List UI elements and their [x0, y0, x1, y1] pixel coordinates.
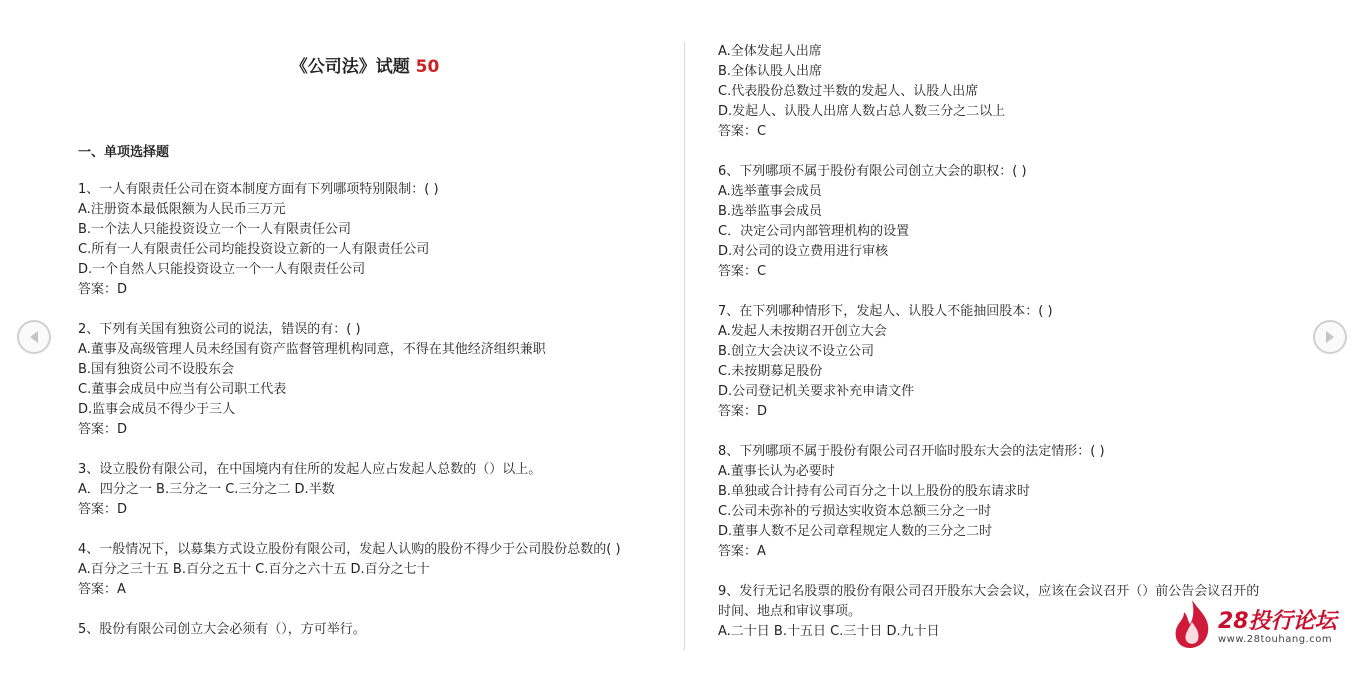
section-heading: 一、单项选择题	[78, 145, 170, 160]
option-text: C.董事会成员中应当有公司职工代表	[78, 382, 287, 397]
document-title	[240, 52, 490, 77]
answer-text: 答案：C	[718, 124, 767, 139]
question-text: 1、一人有限责任公司在资本制度方面有下列哪项特别限制：( )	[78, 182, 439, 197]
option-text: A.全体发起人出席	[718, 44, 822, 59]
question-block	[718, 442, 1308, 562]
answer-text: 答案：D	[78, 282, 128, 297]
option-text: C．决定公司内部管理机构的设置	[718, 224, 910, 239]
right-column	[718, 42, 1308, 662]
question-block	[718, 302, 1308, 422]
option-text: D.发起人、认股人出席人数占总人数三分之二以上	[718, 104, 1006, 119]
option-text: B.创立大会决议不设立公司	[718, 344, 875, 359]
left-column	[78, 180, 668, 660]
option-text: A.百分之三十五 B.百分之五十 C.百分之六十五 D.百分之七十	[78, 562, 430, 577]
option-text: A.选举董事会成员	[718, 184, 822, 199]
option-text: B.国有独资公司不设股东会	[78, 362, 235, 377]
option-text: A.董事及高级管理人员未经国有资产监督管理机构同意，不得在其他经济组织兼职	[78, 342, 546, 357]
flame-logo-icon	[1170, 598, 1214, 650]
question-block	[78, 180, 668, 300]
option-text: A.二十日 B.十五日 C.三十日 D.九十日	[718, 624, 940, 639]
next-page-button[interactable]	[1313, 320, 1347, 354]
chevron-right-icon	[1323, 329, 1337, 345]
question-text: 3、设立股份有限公司，在中国境内有住所的发起人应占发起人总数的（）以上。	[78, 462, 542, 477]
option-text: B.单独或合计持有公司百分之十以上股份的股东请求时	[718, 484, 1031, 499]
option-text: C.未按期募足股份	[718, 364, 823, 379]
question-text: 2、下列有关国有独资公司的说法，错误的有：( )	[78, 322, 361, 337]
answer-text: 答案：D	[718, 404, 768, 419]
question-block	[78, 460, 668, 520]
option-text: A．四分之一 B.三分之一 C.三分之二 D.半数	[78, 482, 335, 497]
question-text: 7、在下列哪种情形下，发起人、认股人不能抽回股本：( )	[718, 304, 1053, 319]
logo-url: www.28touhang.com	[1218, 634, 1333, 645]
option-text: D.董事人数不足公司章程规定人数的三分之二时	[718, 524, 993, 539]
answer-text: 答案：A	[78, 582, 126, 597]
option-text: C.所有一人有限责任公司均能投资设立新的一人有限责任公司	[78, 242, 430, 257]
option-text: D.监事会成员不得少于三人	[78, 402, 236, 417]
option-text: D.一个自然人只能投资设立一个一人有限责任公司	[78, 262, 366, 277]
option-text: C.代表股份总数过半数的发起人、认股人出席	[718, 84, 979, 99]
option-text: D.对公司的设立费用进行审核	[718, 244, 889, 259]
question-block	[78, 620, 668, 640]
question-text: 9、发行无记名股票的股份有限公司召开股东大会会议，应该在会议召开（）前公告会议召开的	[718, 584, 1260, 599]
previous-page-button[interactable]	[17, 320, 51, 354]
question-text: 4、一般情况下，以募集方式设立股份有限公司，发起人认购的股份不得少于公司股份总数的( )	[78, 542, 621, 557]
question-block	[78, 320, 668, 440]
option-text: A.董事长认为必要时	[718, 464, 835, 479]
logo-text: 28投行论坛	[1218, 609, 1337, 634]
question-text: 6、下列哪项不属于股份有限公司创立大会的职权：( )	[718, 164, 1027, 179]
title-text: 《公司法》试题	[290, 57, 410, 77]
option-text: B.选举监事会成员	[718, 204, 823, 219]
option-text: A.发起人未按期召开创立大会	[718, 324, 887, 339]
option-text: D.公司登记机关要求补充申请文件	[718, 384, 915, 399]
option-text: C.公司未弥补的亏损达实收资本总额三分之一时	[718, 504, 992, 519]
answer-text: 答案：D	[78, 422, 128, 437]
question-block	[718, 42, 1308, 142]
option-text: B.一个法人只能投资设立一个一人有限责任公司	[78, 222, 352, 237]
column-divider	[684, 42, 685, 650]
question-text: 8、下列哪项不属于股份有限公司召开临时股东大会的法定情形：( )	[718, 444, 1105, 459]
question-block	[78, 540, 668, 600]
answer-text: 答案：A	[718, 544, 766, 559]
answer-text: 答案：D	[78, 502, 128, 517]
chevron-left-icon	[27, 329, 41, 345]
title-number: 50	[415, 57, 440, 77]
answer-text: 答案：C	[718, 264, 767, 279]
question-block	[718, 162, 1308, 282]
forum-logo[interactable]	[1170, 598, 1340, 650]
question-text: 5、股份有限公司创立大会必须有（），方可举行。	[78, 622, 366, 637]
option-text: B.全体认股人出席	[718, 64, 823, 79]
option-text: A.注册资本最低限额为人民币三万元	[78, 202, 286, 217]
option-text: 时间、地点和审议事项。	[718, 604, 862, 619]
